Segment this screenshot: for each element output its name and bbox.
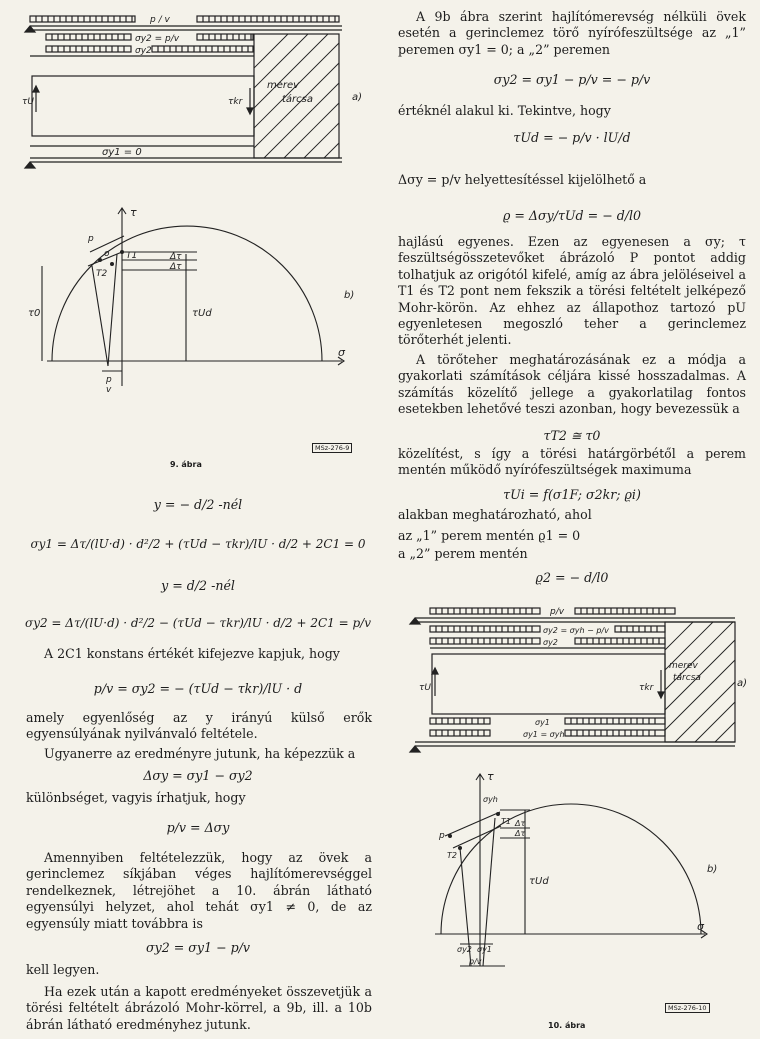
figure-10a xyxy=(405,600,755,760)
left-par6: kell legyen. xyxy=(26,962,100,977)
fig10a-tau-kr: τkr xyxy=(639,683,654,693)
right-par6: közelítést, s így a törési határgörbétől a perem mentén működő nyírófeszültségek maximuma xyxy=(398,446,746,478)
fig10b-sy2: σy2 xyxy=(457,945,472,954)
left-par2: amely egyenlőség az y irányú külső erők egyensúlyának nyilvánvaló feltétele. xyxy=(26,710,372,742)
left-eq-y-pos: y = d/2 -nél xyxy=(161,578,235,593)
fig9a-rigid-1: merev xyxy=(267,80,300,91)
fig9b-tau0: τ0 xyxy=(28,308,41,319)
fig9-stamp: MSz-276-9 xyxy=(312,443,352,453)
right-par2: értéknél alakul ki. Tekintve, hogy xyxy=(398,103,611,118)
fig10a-load-top: p/v xyxy=(550,607,565,617)
fig10b-sy1: σy1 xyxy=(477,945,492,954)
fig9b-pv-num: p xyxy=(106,375,112,385)
fig10a-rigid-1: merev xyxy=(669,661,698,671)
fig10a-label: a) xyxy=(737,678,748,689)
left-eq-pv2: p/v = Δσy xyxy=(166,820,230,835)
right-eq4: τT2 ≅ τ0 xyxy=(543,428,601,443)
right-par4: hajlású egyenes. Ezen az egyenesen a σy; τ feszültségösszetevőket ábrázoló P pontot addig tolhatjuk az origótól kifelé, amíg az ábra jelöléseivel a T1 és T2 pont nem fekszik a törési feltételt jelképező Mohr-körön. Az ehhez az állapothoz tartozó pU egyenletesen megoszló teher a gerinclemez törőterhét jelenti. xyxy=(398,234,746,348)
right-par7: alakban meghatározható, ahol xyxy=(398,507,592,522)
fig9a-rigid-2: tárcsa xyxy=(282,94,313,105)
fig10b-pv: p/v xyxy=(469,957,482,966)
left-eq-pv: p/v = σy2 = − (τUd − τkr)/lU · d xyxy=(93,681,303,696)
fig10a-sy1b: σy1 = σyh xyxy=(523,730,565,739)
fig9b-tau-axis: τ xyxy=(130,206,137,219)
right-par1: A 9b ábra szerint hajlítómerevség nélküli övek esetén a gerinclemez törő nyírófeszültsége az „1” peremen σy1 = 0; a „2” peremen xyxy=(398,9,746,57)
fig9-caption: 9. ábra xyxy=(170,460,202,469)
figure-9a xyxy=(22,8,377,180)
figure-10b xyxy=(405,766,755,996)
left-par7: Ha ezek után a kapott eredményeket összevetjük a törési feltételt ábrázoló Mohr-körrel, a 9b, ill. a 10b ábrán látható eredményhez jutunk. xyxy=(26,984,372,1032)
right-eq2: τUd = − p/v · lU/d xyxy=(513,130,631,145)
fig10b-syh: σyh xyxy=(483,795,498,804)
left-eq-y-neg: y = − d/2 -nél xyxy=(153,497,243,512)
right-line1: az „1” perem mentén ϱ1 = 0 xyxy=(398,528,581,543)
left-eq-sy2b: σy2 = σy1 − p/v xyxy=(146,940,250,955)
fig9b-dtau1: Δτ xyxy=(170,252,182,262)
fig9a-load-top: p / v xyxy=(150,15,170,25)
fig9b-p: p xyxy=(88,234,94,244)
fig10b-tau-ud: τUd xyxy=(529,876,549,887)
fig9b-o: o xyxy=(104,249,110,259)
left-par5: Amennyiben feltételezzük, hogy az övek a gerinclemez síkjában véges hajlítómerevséggel rendelkeznek, létrejöhet a 10. ábrán látható egyensúlyi helyzet, ahol tehát σy1 ≠ 0, de az egyensúly miatt továbbra is xyxy=(26,850,372,931)
fig9a-tau-kr: τkr xyxy=(228,97,243,107)
fig10b-sigma-axis: σ xyxy=(697,920,704,933)
fig9a-sy2-top: σy2 = p/v xyxy=(135,34,180,44)
left-par3: Ugyanerre az eredményre jutunk, ha képezzük a xyxy=(44,746,356,761)
left-par4: különbséget, vagyis írhatjuk, hogy xyxy=(26,790,246,805)
fig10b-dtau2: Δτ xyxy=(515,829,526,838)
fig10b-t2: T2 xyxy=(447,851,457,860)
fig10b-t1: T1 xyxy=(501,817,511,826)
fig10b-tau-axis: τ xyxy=(487,770,494,783)
right-eq3: ϱ = Δσy/τUd = − d/l0 xyxy=(502,208,642,223)
fig9b-sigma-axis: σ xyxy=(338,346,345,359)
fig10a-sy2-top: σy2 = σyh − p/v xyxy=(543,626,609,635)
fig10a-sy2: σy2 xyxy=(543,638,558,647)
fig10a-sy1: σy1 xyxy=(535,718,550,727)
fig10-stamp: MSz-276-10 xyxy=(665,1003,710,1013)
right-eq6: ϱ2 = − d/l0 xyxy=(535,570,609,585)
fig10b-label: b) xyxy=(707,864,718,875)
fig10b-p: p xyxy=(439,831,445,841)
fig10-caption: 10. ábra xyxy=(548,1021,586,1030)
fig10a-rigid-2: tárcsa xyxy=(673,673,701,683)
right-line2: a „2” perem mentén xyxy=(398,546,528,561)
right-eq1: σy2 = σy1 − p/v = − p/v xyxy=(493,72,651,87)
fig9b-label: b) xyxy=(344,290,355,301)
fig9b-dtau2: Δτ xyxy=(170,262,182,272)
fig9a-tau-u: τU xyxy=(22,97,35,107)
figure-9b xyxy=(22,196,377,456)
left-eq-sy2: σy2 = Δτ/(lU·d) · d²/2 − (τUd − τkr)/lU · d/2 + 2C1 = p/v xyxy=(25,616,371,630)
fig10b-dtau1: Δτ xyxy=(515,819,526,828)
left-eq-sy1: σy1 = Δτ/(lU·d) · d²/2 + (τUd − τkr)/lU · d/2 + 2C1 = 0 xyxy=(30,537,366,551)
right-eq5: τUi = f(σ1F; σ2kr; ϱi) xyxy=(503,487,641,502)
right-par3: Δσy = p/v helyettesítéssel kijelölhető a xyxy=(398,172,647,187)
fig9b-t2: T2 xyxy=(96,269,108,279)
fig9b-tau-ud: τUd xyxy=(192,308,212,319)
fig9b-t1: T1 xyxy=(126,251,138,261)
right-par5: A törőteher meghatározásának ez a módja a gyakorlati számítások céljára kissé hosszadalmas. A számítás közelítő jellege a gyakorlatilag fontos esetekben lehetővé teszi azonban, hogy bevezessük a xyxy=(398,352,746,417)
fig9a-sy1: σy1 = 0 xyxy=(102,147,142,158)
fig9a-sy2: σy2 xyxy=(135,46,152,56)
left-eq-dsy: Δσy = σy1 − σy2 xyxy=(143,768,253,783)
fig9b-pv-den: v xyxy=(106,385,112,395)
fig9a-label: a) xyxy=(352,92,363,103)
fig10a-tau-u: τU xyxy=(419,683,432,693)
left-par1: A 2C1 konstans értékét kifejezve kapjuk, hogy xyxy=(44,646,340,661)
